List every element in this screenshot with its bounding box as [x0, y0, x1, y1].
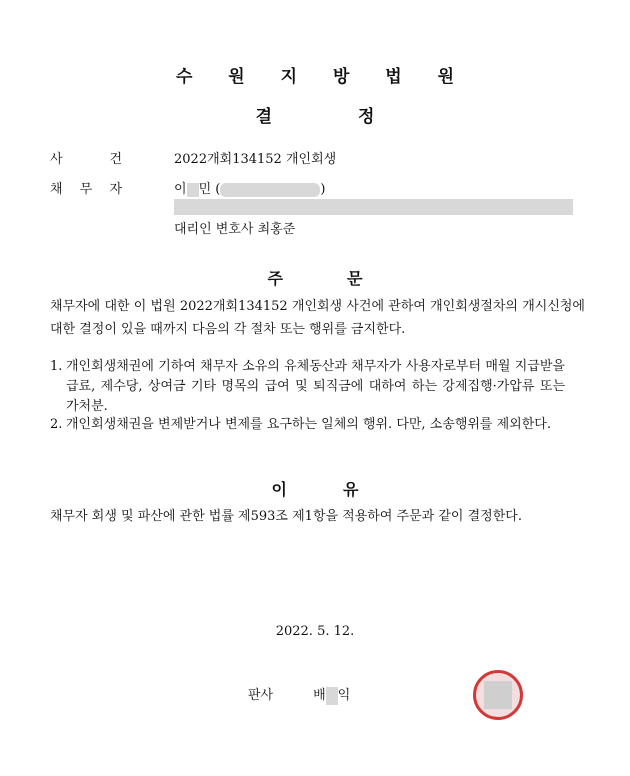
item-text: 개인회생채권에 기하여 채무자 소유의 유체동산과 채무자가 사용자로부터 매월 지급받을 급료, 제수당, 상여금 기타 명목의 급여 및 퇴직금에 대하여 하는 강제집행·가압류 또는 가처분. [66, 359, 565, 414]
judge-signature [248, 684, 350, 705]
reason-heading: 이 유 [271, 480, 359, 499]
reason-text: 채무자 회생 및 파산에 관한 법률 제593조 제1항을 적용하여 주문과 같이 결정한다. [50, 509, 522, 524]
judge-name: 배 익 [313, 688, 351, 703]
debtor-agent: 대리인 변호사 최홍준 [174, 222, 296, 237]
decision-date: 2022. 5. 12. [275, 624, 355, 639]
case-label: 사 건 [50, 152, 122, 167]
order-item-1 [50, 357, 565, 417]
document-title [0, 102, 630, 127]
id-redaction [220, 183, 320, 197]
title-char-2: 정 [358, 107, 375, 127]
item-text: 개인회생채권을 변제받거나 변제를 요구하는 일체의 행위. 다만, 소송행위를 제외한다. [66, 417, 551, 432]
seal-redaction [484, 681, 512, 709]
debtor-label: 채 무 자 [50, 182, 122, 197]
address-redaction [174, 199, 573, 215]
judge-name-redaction [326, 687, 338, 705]
item-number: 1. [50, 359, 63, 374]
item-number: 2. [50, 417, 63, 432]
order-heading: 주 문 [267, 269, 363, 288]
title-char-1: 결 [255, 107, 272, 127]
debtor-name: 이 민 ( ) [174, 182, 326, 197]
name-redaction [187, 183, 199, 197]
order-item-2 [50, 415, 565, 435]
judge-title: 판사 [248, 688, 274, 703]
case-row [50, 148, 336, 167]
court-seal-icon [473, 670, 523, 720]
court-name: 수 원 지 방 법 원 [175, 67, 470, 87]
order-intro: 채무자에 대한 이 법원 2022개회134152 개인회생 사건에 관하여 개인회생절차의 개시신청에 대한 결정이 있을 때까지 다음의 각 절차 또는 행위를 금지한다. [50, 299, 585, 337]
case-number: 2022개회134152 개인회생 [174, 152, 337, 167]
debtor-row [50, 178, 325, 197]
